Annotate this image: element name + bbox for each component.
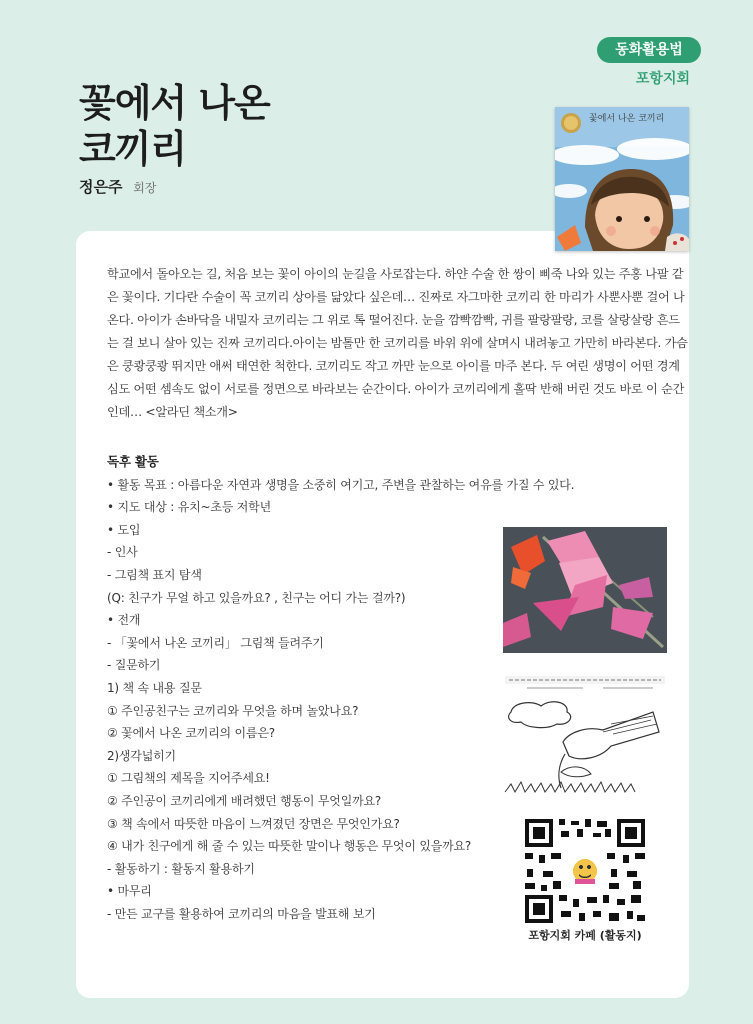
category-badge: 동화활용법 (597, 37, 701, 63)
title-line-2: 코끼리 (79, 127, 187, 171)
qr-caption: 포항지회 카페 (활동지) (528, 929, 642, 942)
activity-line: ② 꽃에서 나온 코끼리의 이름은? (107, 726, 275, 741)
activity-line: - 인사 (107, 545, 138, 560)
activity-line: • 지도 대상 : 유치~초등 저학년 (107, 500, 271, 515)
qr-code (523, 817, 647, 925)
activity-line: ① 그림책의 제목을 지어주세요! (107, 771, 270, 786)
worksheet-image (503, 672, 667, 800)
activity-line: • 활동 목표 : 아름다운 자연과 생명을 소중히 여기고, 주변을 관찰하는 여유를 가질 수 있다. (107, 477, 575, 492)
book-cover-title: 꽃에서 나온 코끼리 (589, 114, 665, 124)
book-cover-image (555, 107, 689, 251)
author (79, 176, 156, 197)
page-title (79, 80, 270, 172)
activity-line: - 그림책 표지 탐색 (107, 567, 202, 582)
activity-line: • 마무리 (107, 884, 152, 899)
activity-line: ② 주인공이 코끼리에게 배려했던 행동이 무엇일까요? (107, 793, 382, 808)
author-role: 회장 (133, 181, 157, 195)
activity-line: ① 주인공친구는 코끼리와 무엇을 하며 놀았나요? (107, 703, 359, 718)
chapter-label: 포항지회 (635, 71, 690, 87)
activity-line: - 만든 교구를 활용하여 코끼리의 마음을 발표해 보기 (107, 906, 376, 921)
activity-line: - 질문하기 (107, 658, 161, 673)
activity-line: - 활동하기 : 활동지 활용하기 (107, 861, 255, 876)
activity-line: • 전개 (107, 613, 141, 628)
activity-line: ④ 내가 친구에게 해 줄 수 있는 따뜻한 말이나 행동은 무엇이 있을까요? (107, 839, 472, 854)
author-name: 정은주 (79, 178, 123, 196)
activity-line: ③ 책 속에서 따뜻한 마음이 느껴졌던 장면은 무엇인가요? (107, 816, 400, 831)
book-introduction: 학교에서 돌아오는 길, 처음 보는 꽃이 아이의 눈길을 사로잡는다. 하얀 수술 한 쌍이 삐죽 나와 있는 주홍 나팔 같은 꽃이다. 기다란 수술이 꼭 코끼리 상아를 닮았다 싶은데… 진짜로 자그마한 코끼리 한 마리가 사뿐사뿐 걸어 나온다. 아이가 손바닥을 내밀자 코끼리는 그 위로 톡 떨어진다. 눈을 깜빡깜빡, 귀를 팔랑팔랑, 코를 살랑살랑 흔드는 걸 보니 살아 있는 진짜 코끼리다.아이는 밤톨만 한 코끼리를 바위 위에 살며시 내려놓고 가만히 바라본다. 가슴은 쿵쾅쿵쾅 뛰지만 애써 태연한 척한다. 코끼리도 작고 까만 눈으로 아이를 마주 본다. 두 여린 생명이 어떤 경계심도 어떤 셈속도 없이 서로를 정면으로 바라보는 순간이다. 아이가 코끼리에게 홀딱 반해 버린 것도 바로 이 순간인데… <알라딘 책소개> (107, 267, 688, 419)
activity-line: - 「꽃에서 나온 코끼리」 그림책 들려주기 (107, 635, 324, 650)
activity-line: (Q: 친구가 무얼 하고 있을까요? , 친구는 어디 가는 걸까?) (107, 590, 406, 605)
activity-line: 2)생각넓히기 (107, 748, 176, 763)
title-line-1: 꽃에서 나온 (79, 81, 270, 125)
activity-heading: 독후 활동 (107, 454, 159, 469)
activity-line: • 도입 (107, 522, 141, 537)
activity-line: 1) 책 속 내용 질문 (107, 680, 202, 695)
origami-craft-photo (503, 527, 667, 653)
